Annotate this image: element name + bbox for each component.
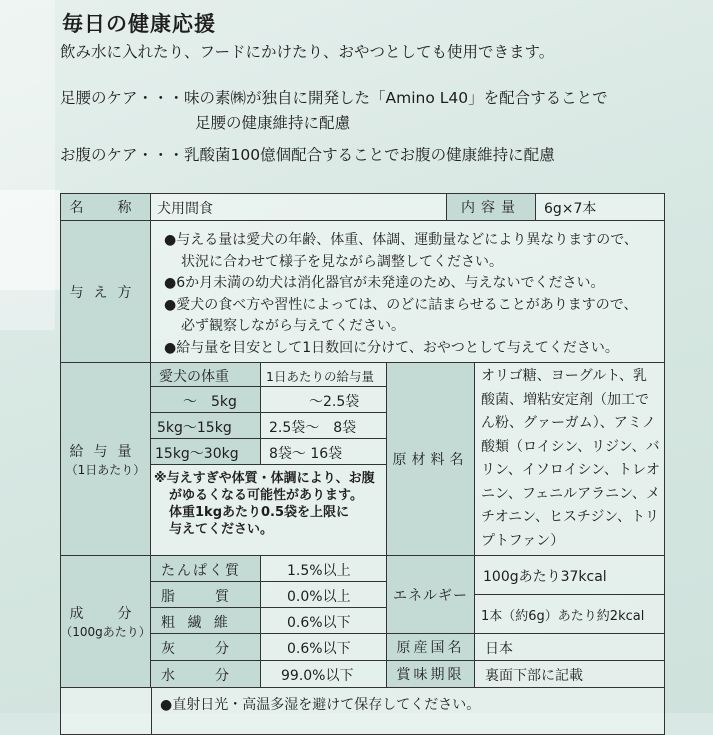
content-label: 内容量 <box>446 194 536 221</box>
amount-label-sub: （1日あたり） <box>65 462 146 477</box>
legs-care-line-2: 足腰の健康維持に配慮 <box>195 114 351 132</box>
amount-note-line: 与えてください。 <box>169 522 274 537</box>
ingredient-line: ん粉、グァーガム）、アミノ <box>481 415 656 431</box>
feeding-bullet: 必ず観察しながら与えてください。 <box>181 318 405 334</box>
components-label-text: 成 分 <box>69 606 142 622</box>
daily-row-2: 2.5袋〜 8袋 <box>261 413 387 439</box>
feeding-bullet: ●与える量は愛犬の年齢、体重、体調、運動量などにより異なりますので、 <box>164 232 638 248</box>
origin-label: 原産国名 <box>387 634 475 661</box>
daily-header: 1日あたりの給与量 <box>261 363 387 387</box>
component-value: 99.0%以下 <box>261 661 387 688</box>
component-value: 0.6%以下 <box>261 608 387 634</box>
intro-section <box>60 8 700 65</box>
amount-note-line: 体重1kgあたり0.5袋を上限に <box>169 505 350 520</box>
storage-label-cell <box>61 688 151 734</box>
amount-label <box>61 363 151 556</box>
feeding-bullet: ●愛犬の食べ方や習性によっては、のどに詰まらせることがありますので、 <box>164 296 638 313</box>
amount-note <box>154 470 375 538</box>
daily-row-3: 8袋〜 16袋 <box>261 439 387 465</box>
background-shape <box>0 190 60 290</box>
ingredient-line: ニン、フェニルアラニン、メ <box>481 485 661 502</box>
weight-row-3: 15kg〜30kg <box>151 439 261 465</box>
components-label <box>61 556 151 688</box>
legs-care-text <box>60 86 608 136</box>
weight-row-2: 5kg〜15kg <box>151 413 261 439</box>
legs-care-line-1: 足腰のケア・・・味の素㈱が独自に開発した「Amino L40」を配合することで <box>60 89 608 107</box>
content-value: 6g×7本 <box>536 194 664 221</box>
component-value: 0.0%以上 <box>261 582 387 608</box>
storage-note: ●直射日光・高温多湿を避けて保存してください。 <box>151 688 664 734</box>
amount-note-line: ※与えすぎや体質・体調により、お腹 <box>154 471 375 486</box>
ingredient-line: チオニン、ヒスチジン、トリ <box>481 509 660 525</box>
feeding-bullet: ●6か月未満の幼犬は消化器官が未発達のため、与えないでください。 <box>164 275 605 291</box>
component-name: 灰 分 <box>151 634 261 661</box>
energy-label: エネルギー <box>387 556 475 634</box>
component-name: 水 分 <box>151 661 261 688</box>
expiry-value: 裏面下部に記載 <box>475 661 664 688</box>
name-value: 犬用間食 <box>151 194 446 221</box>
feeding-instructions <box>164 230 664 359</box>
ingredient-line: オリゴ糖、ヨーグルト、乳 <box>481 368 648 384</box>
components-label-sub: （100gあたり） <box>60 625 151 639</box>
amount-note-line: がゆるくなる可能性があります。 <box>169 488 363 503</box>
feeding-bullet: 状況に合わせて様子を見ながら調整してください。 <box>181 253 503 270</box>
ingredients-list <box>481 365 660 553</box>
name-label: 名 称 <box>61 194 151 221</box>
ingredient-line: 酸菌、増粘安定剤（加工で <box>481 391 649 408</box>
component-value: 1.5%以上 <box>261 556 387 582</box>
expiry-label: 賞味期限 <box>387 661 475 688</box>
amount-label-text: 給与量 <box>69 443 142 460</box>
ingredient-line: リン、イソロイシン、トレオ <box>481 462 660 478</box>
weight-header: 愛犬の体重 <box>151 363 261 387</box>
ingredient-line: プトファン） <box>481 532 565 549</box>
weight-row-1: 〜 5kg <box>151 387 261 413</box>
ingredients-label: 原材料名 <box>387 363 475 556</box>
energy-per-stick: 1本（約6g）あたり約2kcal <box>475 595 664 634</box>
component-value: 0.6%以下 <box>261 634 387 661</box>
component-name: 脂 質 <box>151 582 261 608</box>
tummy-care-text: お腹のケア・・・乳酸菌100億個配合することでお腹の健康維持に配慮 <box>60 146 555 164</box>
component-name: たんぱく質 <box>151 556 261 582</box>
component-name: 粗 繊 維 <box>151 608 261 634</box>
feeding-label: 与え方 <box>61 221 151 363</box>
product-info-table <box>60 193 665 735</box>
usage-text: 飲み水に入れたり、フードにかけたり、おやつとしても使用できます。 <box>60 43 555 61</box>
origin-value: 日本 <box>475 634 664 661</box>
energy-per-100g: 100gあたり37kcal <box>475 556 664 595</box>
feeding-bullet: ●給与量を目安として1日数回に分けて、おやつとして与えてください。 <box>164 339 619 356</box>
ingredient-line: 酸類（ロイシン、リジン、バ <box>481 438 660 455</box>
page-title: 毎日の健康応援 <box>62 12 216 36</box>
daily-row-1: 〜2.5袋 <box>261 387 387 413</box>
